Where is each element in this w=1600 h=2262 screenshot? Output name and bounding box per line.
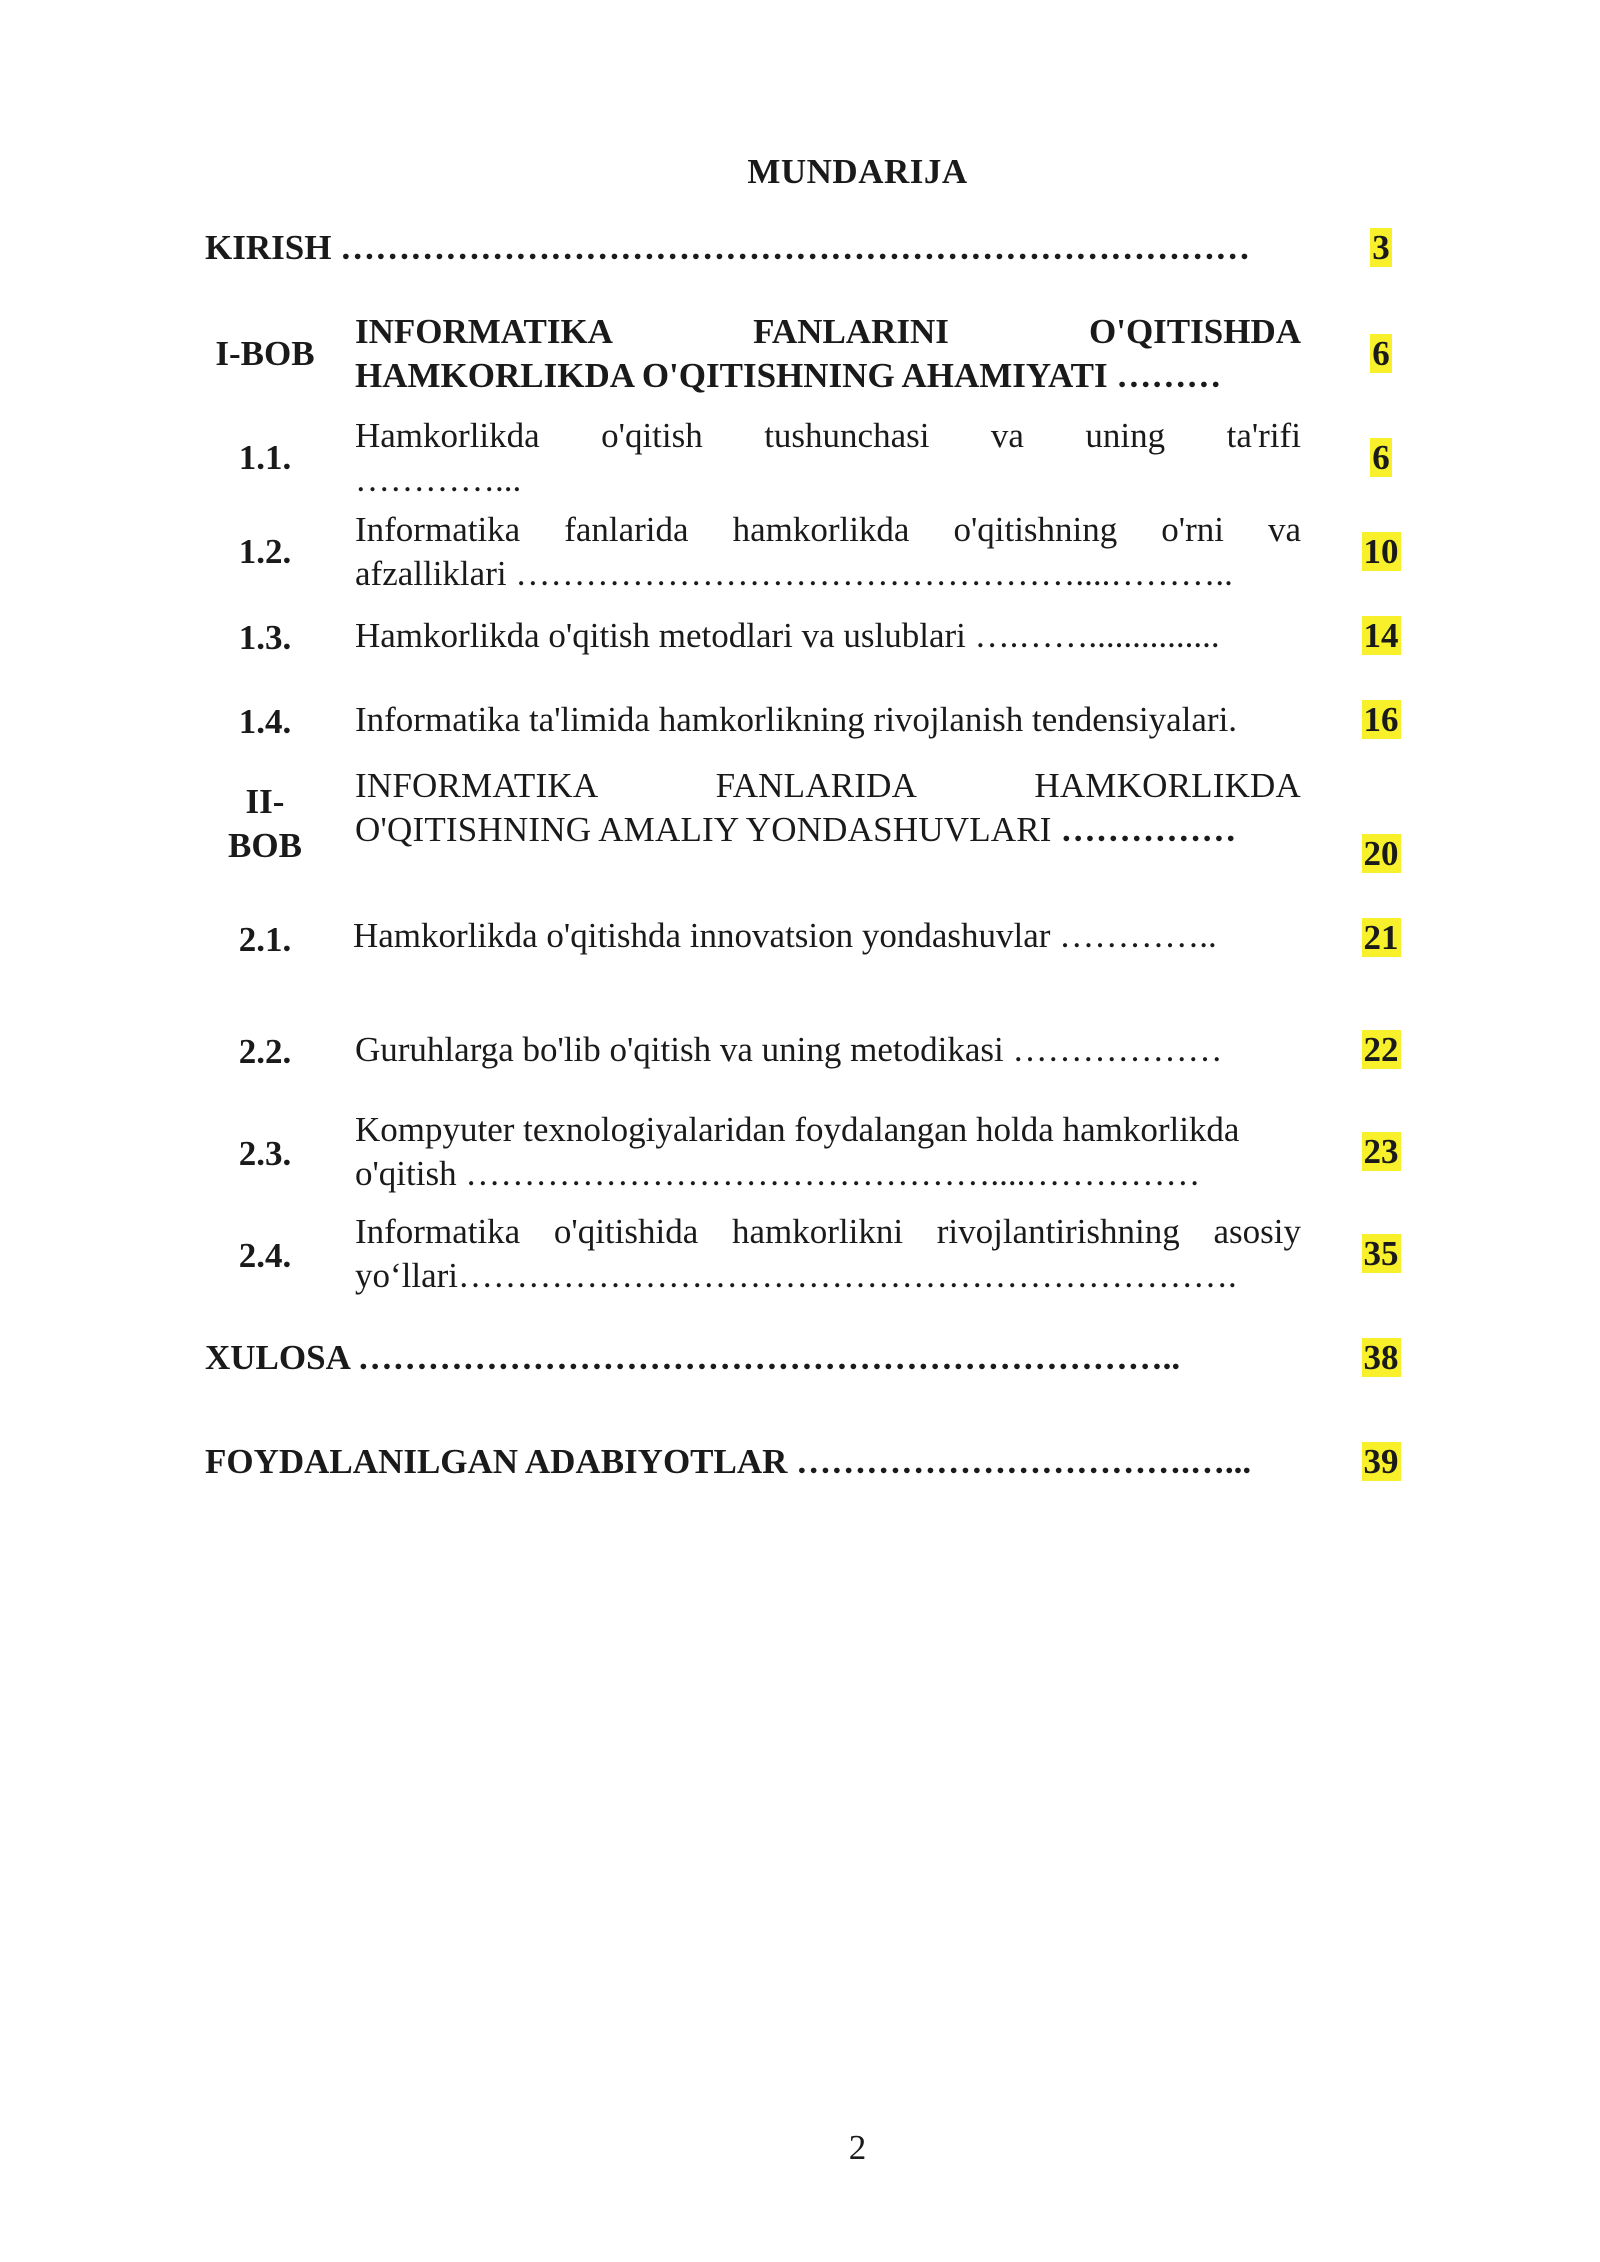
page-footer-number: 2 bbox=[848, 2128, 867, 2167]
section-2-4-number: 2.4. bbox=[238, 1236, 292, 1275]
page-number-1-2: 10 bbox=[1363, 532, 1399, 571]
section-1-2-line-2: afzalliklari …………………………………………....……….. bbox=[355, 554, 1233, 593]
section-2-3-line-1: Kompyuter texnologiyalaridan foydalangan holda hamkorlikda bbox=[355, 1110, 1240, 1149]
section-2-3-number: 2.3. bbox=[238, 1134, 292, 1173]
toc-entry-1-4[interactable]: Informatika ta'limida hamkorlikning rivojlanish tendensiyalari. bbox=[355, 700, 1238, 739]
section-1-3-number: 1.3. bbox=[238, 618, 292, 657]
page-number-xulosa: 38 bbox=[1363, 1338, 1399, 1377]
toc-entry-1-2[interactable] bbox=[355, 508, 1301, 596]
page-number-2-4: 35 bbox=[1363, 1234, 1399, 1273]
section-2-4-line-2: yo‘llari…………………………………………………………. bbox=[355, 1256, 1237, 1295]
page-number-1-3: 14 bbox=[1363, 616, 1399, 655]
page-number-2-1: 21 bbox=[1363, 918, 1399, 957]
page-number-1-4: 16 bbox=[1363, 700, 1399, 739]
chapter-2-number: II- BOB bbox=[228, 782, 302, 865]
toc-entry-xulosa[interactable]: XULOSA …………………………………………………………….. bbox=[205, 1338, 1181, 1377]
chapter-1-title-line-2: HAMKORLIKDA O'QITISHNING AHAMIYATI ……… bbox=[355, 356, 1222, 395]
section-2-1-number: 2.1. bbox=[238, 920, 292, 959]
page-number-2-3: 23 bbox=[1363, 1132, 1399, 1171]
page-number-1-1: 6 bbox=[1372, 438, 1390, 477]
chapter-2-title-line-2: O'QITISHNING AMALIY YONDASHUVLARI …………… bbox=[355, 810, 1237, 849]
toc-entry-chapter-2[interactable] bbox=[355, 764, 1301, 852]
section-1-4-number: 1.4. bbox=[238, 702, 292, 741]
toc-entry-references[interactable]: FOYDALANILGAN ADABIYOTLAR …………………………….…... bbox=[205, 1442, 1252, 1481]
chapter-2-title-line-1: INFORMATIKA FANLARIDA HAMKORLIKDA bbox=[355, 766, 1301, 805]
toc-entry-chapter-1[interactable] bbox=[355, 310, 1301, 398]
page-number-references: 39 bbox=[1363, 1442, 1399, 1481]
section-1-2-line-1: Informatika fanlarida hamkorlikda o'qitishning o'rni va bbox=[355, 510, 1301, 549]
chapter-1-title-line-1: INFORMATIKA FANLARINI O'QITISHDA bbox=[355, 312, 1301, 351]
section-2-4-line-1: Informatika o'qitishida hamkorlikni rivojlantirishning asosiy bbox=[355, 1212, 1301, 1251]
section-1-2-number: 1.2. bbox=[238, 532, 292, 571]
section-1-1-line-2: …………... bbox=[355, 460, 522, 499]
chapter-1-number: I-BOB bbox=[215, 334, 315, 373]
page-number-chapter-2: 20 bbox=[1363, 834, 1399, 873]
page-number-chapter-1: 6 bbox=[1372, 334, 1390, 373]
section-2-3-line-2: o'qitish ………………………………………....…………… bbox=[355, 1154, 1201, 1193]
toc-entry-kirish[interactable]: KIRISH …………………………………………………………………… bbox=[205, 228, 1251, 267]
toc-entry-1-3[interactable]: Hamkorlikda o'qitish metodlari va uslublari ….……............... bbox=[355, 616, 1220, 655]
toc-entry-2-4[interactable] bbox=[355, 1210, 1301, 1298]
toc-entry-2-2[interactable]: Guruhlarga bo'lib o'qitish va uning metodikasi ……………… bbox=[355, 1030, 1223, 1069]
toc-entry-2-3[interactable] bbox=[355, 1108, 1301, 1196]
section-2-2-number: 2.2. bbox=[238, 1032, 292, 1071]
toc-entry-1-1[interactable] bbox=[355, 414, 1301, 502]
section-1-1-number: 1.1. bbox=[238, 438, 292, 477]
section-1-1-line-1: Hamkorlikda o'qitish tushunchasi va uning ta'rifi bbox=[355, 416, 1301, 455]
page-number-kirish: 3 bbox=[1372, 228, 1390, 267]
page-number-2-2: 22 bbox=[1363, 1030, 1399, 1069]
toc-entry-2-1[interactable]: Hamkorlikda o'qitishda innovatsion yondashuvlar ………….. bbox=[353, 916, 1217, 955]
toc-title: MUNDARIJA bbox=[747, 152, 968, 191]
